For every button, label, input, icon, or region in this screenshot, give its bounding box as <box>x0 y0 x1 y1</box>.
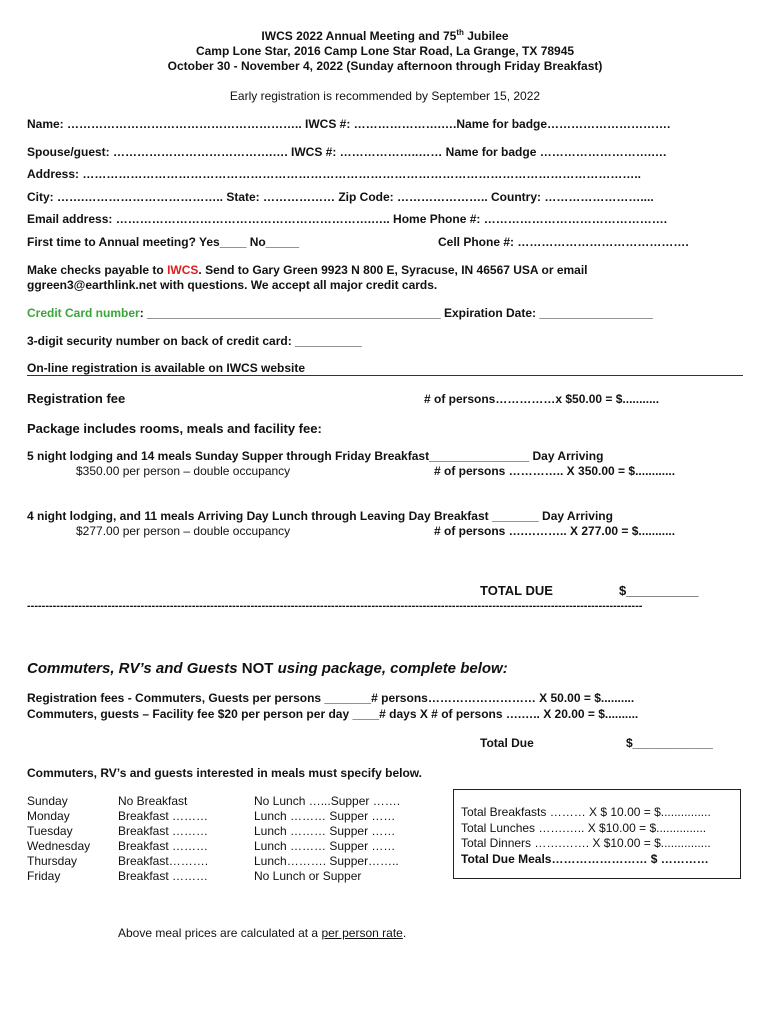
commuter-total-due-label: Total Due <box>480 736 534 750</box>
online-registration-note: On-line registration is available on IWCS website <box>27 361 306 375</box>
meal-day: Wednesday <box>27 839 91 853</box>
meal-totals-box <box>453 789 741 879</box>
total-due-meals-field[interactable]: Total Due Meals…………………… $ ………… <box>461 851 709 866</box>
meal-day: Tuesday <box>27 824 73 838</box>
meal-day: Monday <box>27 809 70 823</box>
commuter-registration-fee[interactable]: Registration fees - Commuters, Guests per persons _______# persons……………………… X 50.00 = $.......... <box>27 691 635 705</box>
cell-phone-field[interactable]: Cell Phone #: ……………………………………. <box>438 235 689 249</box>
breakfast-column <box>118 794 208 884</box>
lunch-supper-option[interactable]: Lunch ……… Supper …… <box>254 824 396 838</box>
divider <box>27 375 743 376</box>
meal-price-footnote: Above meal prices are calculated at a per person rate. <box>118 926 407 940</box>
total-lunches-field[interactable]: Total Lunches …….….. X $10.00 = $............... <box>461 820 707 835</box>
four-night-price: $277.00 per person – double occupancy <box>76 524 291 538</box>
checks-payable-text: Make checks payable to IWCS. Send to Gary Green 9923 N 800 E, Syracuse, IN 46567 USA or email <box>27 263 588 277</box>
five-night-calc[interactable]: # of persons ………….. X 350.00 = $............ <box>434 464 676 478</box>
four-night-calc[interactable]: # of persons ….……….. X 277.00 = $........... <box>434 524 676 538</box>
spouse-field[interactable]: Spouse/guest: ………………………………….…. IWCS #: ………………..…… Name for badge ……………………….…. <box>27 145 667 159</box>
commuter-facility-fee[interactable]: Commuters, guests – Facility fee $20 per person per day ____# days X # of persons ….….. X 20.00 = $.......... <box>27 707 639 721</box>
cut-line: ------------------------------------------------------------------------------------------------------------------------------------------------------------------------ <box>27 600 643 612</box>
total-breakfasts-field[interactable]: Total Breakfasts ……… X $ 10.00 = $............... <box>461 805 711 819</box>
breakfast-option[interactable]: Breakfast ……… <box>118 824 209 838</box>
breakfast-option[interactable]: Breakfast ……… <box>118 809 209 823</box>
breakfast-option[interactable]: Breakfast ……… <box>118 869 209 883</box>
event-location: Camp Lone Star, 2016 Camp Lone Star Road, La Grange, TX 78945 <box>195 44 575 58</box>
email-phone-field[interactable]: Email address: ……………………………………………………….….. Home Phone #: ………………………………………. <box>27 212 668 226</box>
total-due-label: TOTAL DUE <box>480 583 553 598</box>
lunch-supper-option[interactable]: Lunch ……… Supper …… <box>254 839 396 853</box>
credit-card-field[interactable]: Credit Card number: ____________________________________________ Expiration Date: _________________ <box>27 306 653 320</box>
early-registration-note: Early registration is recommended by September 15, 2022 <box>229 89 541 103</box>
page-title: IWCS 2022 Annual Meeting and 75th Jubilee <box>261 28 509 43</box>
lunch-supper-option[interactable]: Lunch………. Supper…….. <box>254 854 399 868</box>
lunch-supper-option[interactable]: No Lunch …...Supper ……. <box>254 794 401 808</box>
commuters-heading: Commuters, RV’s and Guests NOT using package, complete below: <box>27 660 508 677</box>
registration-fee-label: Registration fee <box>27 391 126 406</box>
first-time-field[interactable]: First time to Annual meeting? Yes____ No_____ <box>27 235 300 249</box>
registration-fee-calc[interactable]: # of persons……………x $50.00 = $........... <box>424 392 660 406</box>
commuter-total-due-field[interactable]: $____________ <box>626 736 713 750</box>
five-night-price: $350.00 per person – double occupancy <box>76 464 291 478</box>
breakfast-option[interactable]: Breakfast ……… <box>118 839 209 853</box>
meal-days-column <box>27 794 90 884</box>
five-night-option[interactable]: 5 night lodging and 14 meals Sunday Supper through Friday Breakfast_______________ Day Arriving <box>27 449 604 463</box>
meals-heading: Commuters, RV’s and guests interested in meals must specify below. <box>27 766 423 780</box>
city-state-zip-field[interactable]: City: …….…………………………….. State: ……………… Zip Code: ………………….. Country: …………………….... <box>27 190 654 204</box>
total-dinners-field[interactable]: Total Dinners …….……. X $10.00 = $............... <box>461 836 711 850</box>
security-code-field[interactable]: 3-digit security number on back of credit card: __________ <box>27 334 362 348</box>
address-field[interactable]: Address: ………………………………………………………………………………………………………………………….. <box>27 167 642 181</box>
meal-day: Friday <box>27 869 61 883</box>
event-dates: October 30 - November 4, 2022 (Sunday afternoon through Friday Breakfast) <box>167 59 603 73</box>
lunch-supper-option[interactable]: No Lunch or Supper <box>254 869 362 883</box>
breakfast-option[interactable]: No Breakfast <box>118 794 188 808</box>
lunch-supper-column <box>254 794 400 884</box>
meal-day: Sunday <box>27 794 68 808</box>
total-due-field[interactable]: $__________ <box>619 583 699 598</box>
four-night-option[interactable]: 4 night lodging, and 11 meals Arriving Day Lunch through Leaving Day Breakfast _______ Day Arriving <box>27 509 613 523</box>
lunch-supper-option[interactable]: Lunch ……… Supper …… <box>254 809 396 823</box>
name-field[interactable]: Name: ………………………………………………….. IWCS #: ………………….….Name for badge…………………………. <box>27 117 671 131</box>
breakfast-option[interactable]: Breakfast………. <box>118 854 209 868</box>
checks-contact-text: ggreen3@earthlink.net with questions. We accept all major credit cards. <box>27 278 438 292</box>
meal-day: Thursday <box>27 854 78 868</box>
package-heading: Package includes rooms, meals and facility fee: <box>27 421 322 436</box>
